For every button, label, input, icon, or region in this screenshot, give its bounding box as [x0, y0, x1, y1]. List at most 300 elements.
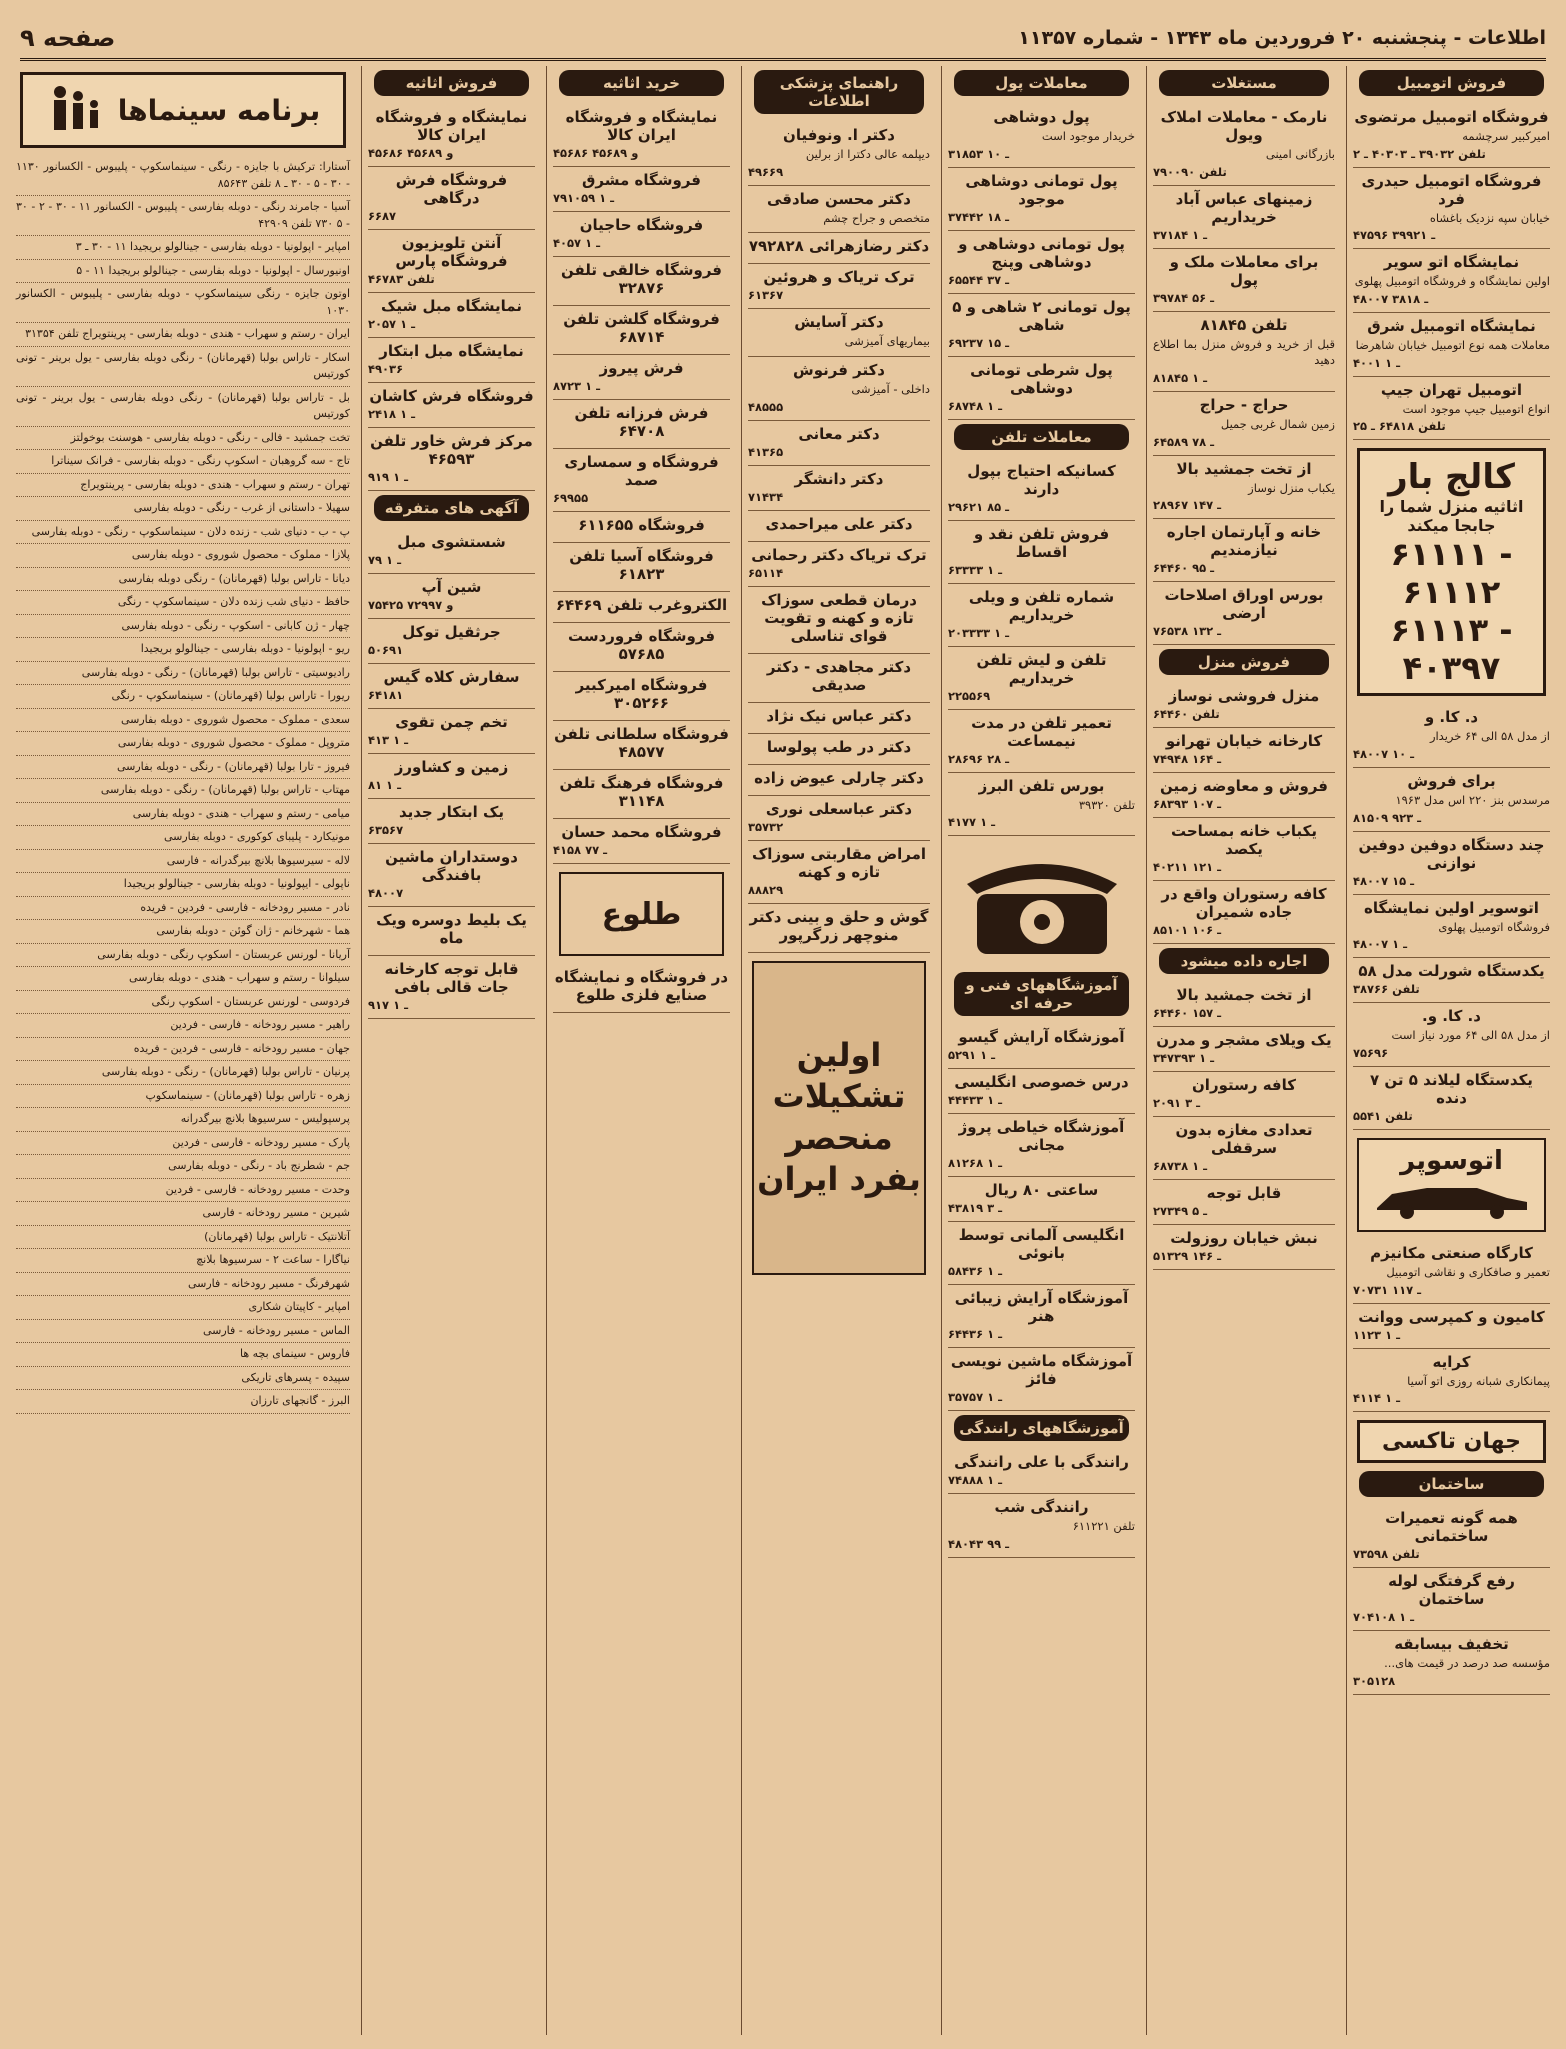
- ad-phone: ۳۱۸۵۳ ـ ۱۰: [948, 146, 1010, 161]
- classified-ad: [368, 167, 535, 230]
- classified-ad: [748, 703, 930, 734]
- cinema-listing: آریانا - لورنس عربستان - اسکوپ رنگی - دوبله بفارسی: [16, 944, 350, 968]
- cinema-listing: امپایر - اپولونیا - دوبله بفارسی - جینالولو بریجیدا ۱۱ - ۳۰ ـ ۳: [16, 236, 350, 260]
- classified-ad: [1353, 1240, 1550, 1304]
- ad-phone: ۴۰۲۱۱ ـ ۱۲۱: [1153, 860, 1222, 875]
- classified-ad: [1153, 186, 1335, 249]
- kaleg-bar-ad: [1357, 448, 1546, 696]
- classified-ad: [748, 511, 930, 542]
- classified-ad: [1353, 1505, 1550, 1568]
- ad-phone: تلفن ۳۸۷۶۶: [1353, 982, 1420, 997]
- ad-title: یک بلیط دوسره ویک ماه: [376, 911, 527, 947]
- classified-ad: [1153, 683, 1335, 728]
- ad-title: پول شرطی تومانی دوشاهی: [970, 360, 1113, 397]
- ad-title: کارگاه صنعتی مکانیزم: [1370, 1244, 1533, 1263]
- ad-phone: ۲۰۵۷ ـ ۱: [368, 317, 416, 331]
- ad-phone: تلفن ۷۹۰۰۹۰: [1153, 164, 1227, 179]
- section-header-vocational: آموزشگاههای فنی و حرفه ای: [954, 972, 1129, 1016]
- classified-ad: [748, 421, 930, 466]
- classified-ad: [1353, 1304, 1550, 1349]
- ad-phone: ۲۸۶۹۶ ـ ۲۸: [948, 751, 1010, 766]
- column-medical: [741, 66, 936, 2035]
- ad-title: ترک تریاک دکتر رحمانی: [751, 545, 927, 564]
- ad-phone: ۶۸۳۹۳ ـ ۱۰۷: [1153, 797, 1222, 812]
- cinema-listing: ریورا - تاراس بولبا (قهرمانان) - سینماسکوپ - رنگی: [16, 685, 350, 709]
- classified-ad: [1353, 168, 1550, 250]
- classified-ad: [1153, 392, 1335, 456]
- ad-text: فروشگاه اتومبیل پهلوی: [1438, 919, 1550, 934]
- cinema-listing: راهیر - مسیر رودخانه - فارسی - فردین: [16, 1014, 350, 1038]
- classified-ad: [553, 512, 730, 543]
- ad-title: دکتر مجاهدی - دکتر صدیقی: [766, 657, 912, 694]
- ad-phone: ۳۴۷۳۹۳ ـ ۱: [1153, 1051, 1215, 1066]
- classified-ad: [553, 449, 730, 512]
- ad-title: فروشگاه امیرکبیر ۳۰۵۲۶۶: [575, 676, 708, 712]
- column-cinema: [10, 66, 356, 2035]
- classified-ad: [948, 1285, 1135, 1348]
- ad-title: تعمیر تلفن در مدت نیمساعت: [971, 713, 1112, 750]
- ad-phone: ۴۹۰۳۶: [368, 362, 404, 376]
- ad-title: نمایشگاه و فروشگاه ایران کالا: [375, 108, 528, 144]
- ad-phone: تلفن ۴۶۷۸۳: [368, 272, 435, 286]
- classified-ad: [748, 357, 930, 421]
- classified-ad: [748, 186, 930, 234]
- classified-ad: [1153, 1180, 1335, 1225]
- column-real-estate: [1146, 66, 1341, 2035]
- ad-text: از مدل ۵۸ الی ۶۴ خریدار: [1429, 729, 1550, 744]
- ad-phone: ۷۶۵۳۸ ـ ۱۳۲: [1153, 624, 1222, 639]
- cinema-listing: رادیوسیتی - تاراس بولبا (قهرمانان) - رنگی - دوبله بفارسی: [16, 662, 350, 686]
- ad-text: خیابان سپه نزدیک باغشاه: [1429, 210, 1550, 225]
- masthead-date: اطلاعات - پنجشنبه ۲۰ فروردین ماه ۱۳۴۳ - شماره ۱۱۳۵۷: [1018, 27, 1546, 49]
- section-header-misc: آگهی های متفرقه: [374, 495, 529, 521]
- ad-title: فروشگاه اتومبیل مرتضوی: [1354, 108, 1549, 126]
- ad-title: درمان قطعی سوزاک تازه و کهنه و تقویت قوای تناسلی: [761, 590, 917, 645]
- classified-ad: [553, 400, 730, 449]
- cinema-listing: حافظ - دنیای شب زنده دلان - سینماسکوپ - رنگی: [16, 591, 350, 615]
- ad-phone: ۵۸۴۳۶ ـ ۱: [948, 1264, 1003, 1279]
- cinema-listing: تاج - سه گروهبان - اسکوپ رنگی - دوبله بفارسی - فرانک سیناترا: [16, 450, 350, 474]
- ad-text: پیمانکاری شبانه روزی اتو آسیا: [1407, 1373, 1550, 1388]
- classified-ad: [368, 293, 535, 338]
- ad-title: کسانیکه احتیاج بپول دارند: [967, 461, 1116, 498]
- family-icon: [46, 82, 106, 138]
- ad-title: تخفیف بیسابقه: [1394, 1635, 1509, 1654]
- cinema-listing: میامی - رستم و سهراب - هندی - دوبله بفارسی: [16, 803, 350, 827]
- classified-ad: [368, 383, 535, 428]
- ad-phone: ۶۶۸۷: [368, 209, 397, 223]
- cinema-listing: الماس - مسیر رودخانه - فارسی: [16, 1320, 350, 1344]
- cinema-listing: جم - شطرنج باد - رنگی - دوبله بفارسی: [16, 1155, 350, 1179]
- classified-ad: [1353, 895, 1550, 959]
- classified-ad: [368, 338, 535, 383]
- ad-title: کارخانه خیابان تهرانو: [1165, 732, 1323, 751]
- ad-phone: ۴۸۰۴۳ ـ ۹۹: [948, 1537, 1010, 1552]
- autosuper-ad: [1357, 1138, 1546, 1232]
- ad-text: تلفن ۶۱۱۲۲۱: [1072, 1519, 1135, 1534]
- ad-title: بورس تلفن البرز: [978, 776, 1105, 795]
- ad-phone: ۴۸۰۰۷ ـ ۱۵: [1353, 873, 1415, 888]
- cinema-listing: فردوسی - لورنس عربستان - اسکوپ رنگی: [16, 991, 350, 1015]
- ad-title: پول دوشاهی: [993, 108, 1090, 126]
- classified-ad: [748, 796, 930, 841]
- ad-title: فروشگاه محمد حسان: [561, 823, 722, 841]
- ad-title: آنتن تلویزیون فروشگاه پارس: [395, 234, 508, 270]
- section-header-car-sales: فروش اتومبیل: [1359, 70, 1544, 96]
- classified-ad: [368, 529, 535, 574]
- classified-ad: [1153, 312, 1335, 392]
- cinema-listing: مهتاب - تاراس بولبا (قهرمانان) - رنگی - دوبله بفارسی: [16, 779, 350, 803]
- classified-ad: [368, 956, 535, 1019]
- telephone-icon: [957, 844, 1127, 964]
- cinema-list: [16, 156, 350, 1414]
- cinema-listing: متروپل - مملوک - محصول شوروی - دوبله بفارسی: [16, 732, 350, 756]
- ad-title: آموزشگاه خیاطی پروژ مجانی: [958, 1118, 1125, 1155]
- column-money-phone: [941, 66, 1141, 2035]
- classified-ad: [553, 623, 730, 672]
- classified-ad: [1153, 1027, 1335, 1072]
- ad-text: داخلی - آمیزشی: [851, 382, 930, 397]
- ad-title: اتوسویر اولین نمایشگاه: [1364, 898, 1539, 917]
- ad-title: فروشگاه خالقی تلفن ۳۲۸۷۶: [561, 261, 722, 297]
- ad-title: دکتر دانشگر: [794, 469, 884, 488]
- ad-title: اتومبیل تهران جیپ: [1380, 380, 1523, 399]
- ad-phone: ۷۰۷۳۱ ـ ۱۱۷: [1353, 1282, 1422, 1297]
- ad-phone: ۳۷۱۸۴ ـ ۱: [1153, 227, 1208, 242]
- ad-title: دکتر محسن صادقی: [766, 189, 911, 208]
- cinema-listing: نادر - مسیر رودخانه - فارسی - فردین - فریده: [16, 897, 350, 921]
- car-icon: [1367, 1176, 1537, 1220]
- ad-phone: ۸۷۲۳ ـ ۱: [553, 379, 601, 393]
- ad-text: مرسدس بنز ۲۲۰ اس مدل ۱۹۶۳: [1395, 793, 1550, 808]
- ad-title: یکدستگاه شورلت مدل ۵۸: [1358, 962, 1545, 981]
- ad-title: شستشوی مبل: [397, 533, 506, 551]
- ad-title: د. کا. و.: [1422, 1007, 1481, 1026]
- classified-ad: [1153, 881, 1335, 944]
- section-header-driving: آموزشگاههای رانندگی: [954, 1415, 1129, 1441]
- cinema-listing: وحدت - مسیر رودخانه - فارسی - فردین: [16, 1179, 350, 1203]
- ad-title: دکتر رضازهرائی ۷۹۲۸۲۸: [748, 237, 930, 256]
- ad-title: بورس اوراق اصلاحات ارضی: [1164, 586, 1324, 623]
- ad-phone: ۶۳۳۳۳ ـ ۱: [948, 562, 1003, 577]
- classified-ad: [368, 574, 535, 619]
- ad-title: فرش پیروز: [599, 359, 684, 377]
- ad-phone: ۴۳۸۱۹ ـ ۳: [948, 1201, 1003, 1216]
- classified-ad: [553, 306, 730, 355]
- cinema-listing: تخت جمشید - فالی - رنگی - دوبله بفارسی - هوسنت بوخولتز: [16, 427, 350, 451]
- classified-ad: [553, 167, 730, 212]
- ad-title: فروشگاه مشرق: [582, 171, 701, 189]
- ad-title: همه گونه تعمیرات ساختمانی: [1385, 1509, 1518, 1546]
- ad-title: گوش و حلق و بینی دکتر منوچهر زرگرپور: [749, 907, 929, 944]
- ad-title: فروشگاه فرش کاشان: [369, 387, 534, 405]
- ad-text: تلفن ۳۹۳۲۰: [1078, 797, 1135, 812]
- classified-ad: [553, 355, 730, 400]
- cinema-listing: فاروس - سینمای بچه ها: [16, 1343, 350, 1367]
- ad-phone: ۸۱۵۰۹ ـ ۹۲۳: [1353, 810, 1422, 825]
- ad-title: پول تومانی ۲ شاهی و ۵ شاهی: [952, 297, 1131, 334]
- ad-title: قابل توجه: [1206, 1184, 1282, 1203]
- ad-phone: ۲۹۶۲۱ ـ ۸۵: [948, 499, 1010, 514]
- classified-ad: [948, 710, 1135, 773]
- jahan-taxi-name: جهان تاکسی: [1381, 1429, 1522, 1455]
- classified-ad: [368, 230, 535, 293]
- ad-phone: ۴۸۰۰۷: [368, 886, 404, 900]
- cinema-listing: ایران - رستم و سهراب - هندی - دوبله بفارسی - پرینتویراج تلفن ۳۱۳۵۴: [16, 323, 350, 347]
- classified-ad: [948, 647, 1135, 710]
- cinema-listing: چهار - ژن کابانی - اسکوپ - رنگی - دوبله بفارسی: [16, 615, 350, 639]
- ad-phone: تلفن ۳۹۰۳۲ ـ ۴۰۳۰۳ ـ ۲: [1353, 146, 1486, 161]
- classified-ad: [948, 1449, 1135, 1494]
- classified-ad: [948, 458, 1135, 521]
- cinema-title: برنامه سینماها: [117, 93, 321, 127]
- cinema-listing: نیاگارا - ساعت ۲ - سرسیوها بلانچ: [16, 1249, 350, 1273]
- classified-ad: [1153, 456, 1335, 520]
- ad-phone: ۲۷۳۴۹ ـ ۵: [1153, 1204, 1208, 1219]
- ad-title: تعدادی مغازه بدون سرقفلی: [1175, 1121, 1313, 1158]
- ad-text: معاملات همه نوع اتومبیل خیابان شاهرضا: [1355, 338, 1550, 353]
- classified-ad: [948, 294, 1135, 357]
- cinema-listing: آتلانتیک - تاراس بولبا (قهرمانان): [16, 1226, 350, 1250]
- ad-title: تلفن ۸۱۸۴۵: [1200, 315, 1288, 334]
- ad-phone: ۴۴۴۳۳ ـ ۱: [948, 1093, 1003, 1108]
- ad-phone: ۷۵۴۲۵ و ۷۲۹۹۷: [368, 598, 454, 612]
- kaleg-bar-subtitle: اثاثیه منزل شما را جابجا میکند: [1379, 497, 1524, 536]
- ad-title: یک ویلای مشجر و مدرن: [1156, 1031, 1332, 1050]
- classified-ad: [553, 964, 730, 1013]
- classified-ad: [748, 841, 930, 904]
- cinema-listing: مونیکارد - پلیبای کوکوری - دوبله بفارسی: [16, 826, 350, 850]
- ad-title: دکتر فرنوش: [793, 361, 885, 380]
- ad-title: زمینهای عباس آباد خریداریم: [1175, 189, 1313, 226]
- classified-ad: [948, 584, 1135, 647]
- ad-title: از تخت جمشید بالا: [1176, 986, 1312, 1005]
- ad-phone: تلفن ۵۵۴۱: [1353, 1109, 1413, 1124]
- classified-ad: [1153, 1072, 1335, 1117]
- ad-title: آموزشگاه آرایش زیبائی هنر: [954, 1289, 1129, 1326]
- classified-ad: [948, 1024, 1135, 1069]
- ad-phone: ۶۳۵۶۷: [368, 823, 404, 837]
- classified-ad: [748, 734, 930, 765]
- section-header-construction: ساختمان: [1359, 1471, 1544, 1497]
- ad-phone: ۴۵۶۸۶ و ۴۵۶۸۹: [368, 146, 454, 160]
- ad-phone: ۴۱۳۶۵: [748, 444, 784, 459]
- cinema-listing: اونیورسال - اپولونیا - دوبله بفارسی - جینالولو بریجیدا ۱۱ - ۵: [16, 260, 350, 284]
- classified-ad: [948, 1114, 1135, 1177]
- classified-ad: [1353, 313, 1550, 377]
- ad-title: نارمک - معاملات املاک ویول: [1160, 108, 1328, 144]
- ad-title: یکباب خانه بمساحت یکصد: [1170, 822, 1318, 859]
- page-number: صفحه ۹: [20, 24, 116, 52]
- classified-ad: [1153, 104, 1335, 186]
- ad-title: زمین و کشاورز: [394, 758, 509, 776]
- classified-ad: [948, 168, 1135, 231]
- ad-phone: ۹۱۹ ـ ۱: [368, 470, 409, 484]
- classified-ad: [553, 592, 730, 623]
- ad-title: ساعتی ۸۰ ریال: [984, 1181, 1099, 1200]
- ad-phone: ۶۱۳۶۷: [748, 288, 784, 303]
- cinema-listing: پرسپولیس - سرسیوها بلانچ بیرگدرانه: [16, 1108, 350, 1132]
- classified-ad: [1353, 1003, 1550, 1067]
- classified-ad: [1153, 982, 1335, 1027]
- ad-text: انواع اتومبیل جیپ موجود است: [1402, 401, 1550, 416]
- ad-title: جرثقیل توکل: [402, 623, 501, 641]
- classified-ad: [948, 1177, 1135, 1222]
- cinema-listing: زهره - تاراس بولبا (قهرمانان) - سینماسکوپ: [16, 1085, 350, 1109]
- ad-title: ترک تریاک و هروئین: [763, 268, 915, 287]
- classified-ad: [948, 104, 1135, 168]
- ad-title: دکتر عباس نیک نژاد: [766, 706, 912, 725]
- ad-title: درس خصوصی انگلیسی: [954, 1073, 1129, 1092]
- ad-phone: ۶۸۷۳۸ ـ ۱: [1153, 1159, 1208, 1174]
- classified-ad: [1353, 377, 1550, 441]
- ad-phone: ۴۱۳ ـ ۱: [368, 733, 409, 747]
- ad-title: کرایه: [1432, 1352, 1471, 1371]
- classified-ad: [368, 844, 535, 907]
- ad-title: فروشگاه فروردست ۵۷۶۸۵: [567, 627, 716, 663]
- classified-ad: [948, 1222, 1135, 1285]
- cinema-listing: آستارا: ترکیش با جایزه - رنگی - سینماسکوپ - پلیبوس - الکسانور ۱۱۳۰ - ۳۰ - ۵ - ۳۰ ـ ۸ تلفن ۸۵۶۴۳: [16, 156, 350, 196]
- ad-phone: ۵۱۳۲۹ ـ ۱۴۶: [1153, 1249, 1222, 1264]
- cinema-listing: پلازا - مملوک - محصول شوروی - دوبله بفارسی: [16, 544, 350, 568]
- classified-ad: [748, 904, 930, 953]
- ad-title: شین آپ: [421, 578, 482, 596]
- ad-title: رانندگی با علی رانندگی: [954, 1453, 1129, 1472]
- ad-title: رانندگی شب: [994, 1498, 1089, 1517]
- ad-text: تعمیر و صافکاری و نقاشی اتومبیل: [1386, 1265, 1550, 1280]
- kaleg-bar-name: کالج بار: [1388, 457, 1515, 498]
- ad-text: امیرکبیر سرچشمه: [1462, 129, 1550, 143]
- classified-ad: [368, 104, 535, 167]
- ad-title: کامیون و کمپرسی ووانت: [1358, 1307, 1545, 1326]
- ad-phone: ۶۵۱۱۴: [748, 565, 784, 580]
- ad-phone: ۴۸۰۰۷ ـ ۱: [1353, 937, 1408, 952]
- section-header-phone: معاملات تلفن: [954, 424, 1129, 450]
- ad-phone: ۷۵۶۹۶: [1353, 1046, 1389, 1061]
- section-header-house-sale: فروش منزل: [1159, 649, 1329, 675]
- cinema-listing: آسیا - جامرند رنگی - دوبله بفارسی - پلیبوس - الکسانور ۱۱ - ۳۰ - ۲ - ۳۰ - ۵ ۷۳۰ تلفن ۴۲۹۰۹: [16, 196, 350, 236]
- classified-ad: [1153, 1225, 1335, 1270]
- ad-text: بازرگانی امینی: [1265, 147, 1335, 161]
- ad-title: نمایشگاه اتو سویر: [1383, 253, 1520, 272]
- autosuper-name: اتوسوپر: [1400, 1146, 1503, 1177]
- cinema-listing: فیروز - تارا بولبا (قهرمانان) - رنگی - دوبله بفارسی: [16, 756, 350, 780]
- cinema-listing: لاله - سیرسیوها بلانچ بیرگدرانه - فارسی: [16, 850, 350, 874]
- classified-ad: [553, 672, 730, 721]
- classified-ad: [368, 907, 535, 956]
- ad-title: از تخت جمشید بالا: [1176, 459, 1312, 478]
- cinema-listing: شهرفرنگ - مسیر رودخانه - فارسی: [16, 1273, 350, 1297]
- ad-title: یک ابتکار جدید: [398, 803, 505, 821]
- cinema-listing: دیانا - تاراس بولبا (قهرمانان) - رنگی دوبله بفارسی: [16, 568, 350, 592]
- ad-title: شماره تلفن و ویلی خریداریم: [968, 587, 1115, 624]
- classified-ad: [1153, 519, 1335, 582]
- cinema-listing: سیلوانا - رستم و سهراب - هندی - دوبله بفارسی: [16, 967, 350, 991]
- ad-phone: ۶۴۴۳۶ ـ ۱: [948, 1327, 1003, 1342]
- ad-phone: ۶۴۵۸۹ ـ ۷۸: [1153, 434, 1215, 449]
- ad-phone: ۶۴۴۶۰ ـ ۱۵۷: [1153, 1006, 1222, 1021]
- ad-phone: ۸۱۲۶۸ ـ ۱: [948, 1156, 1003, 1171]
- ad-phone: ۴۵۶۸۶ و ۴۵۶۸۹: [553, 146, 639, 160]
- ad-title: دکتر آسایش: [794, 313, 884, 332]
- ad-title: فروشگاه ۶۱۱۶۵۵: [578, 516, 705, 534]
- classified-ad: [1353, 958, 1550, 1003]
- ad-title: چند دستگاه دوفین دوفین نوازنی: [1358, 835, 1545, 872]
- cinema-listing: ناپولی - ایپولونیا - دوبله بفارسی - جینالولو بریجیدا: [16, 873, 350, 897]
- classified-ad: [948, 521, 1135, 584]
- ad-text: بیماریهای آمیزشی: [844, 334, 930, 349]
- ad-phone: ۶۹۲۳۷ ـ ۱۵: [948, 335, 1010, 350]
- classified-ad: [1153, 773, 1335, 818]
- ad-phone: ۳۵۷۵۷ ـ ۱: [948, 1390, 1003, 1405]
- classified-ad: [1353, 104, 1550, 168]
- classified-ad: [553, 770, 730, 819]
- ad-text: از مدل ۵۸ الی ۶۴ مورد نیاز است: [1391, 1028, 1550, 1043]
- ad-title: نمایشگاه مبل ابتکار: [379, 342, 524, 360]
- section-header-furniture-buy: خرید اثاثیه: [559, 70, 724, 96]
- section-header-furniture-sale: فروش اثاثیه: [374, 70, 529, 96]
- cinema-listing: بل - تاراس بولبا (قهرمانان) - رنگی دوبله بفارسی - یول برینر - تونی کورتیس: [16, 387, 350, 427]
- classified-ad: [748, 309, 930, 357]
- classified-ad: [1353, 832, 1550, 895]
- ad-title: فروشگاه سلطانی تلفن ۴۸۵۷۷: [554, 725, 729, 761]
- ad-title: نمایشگاه اتومبیل شرق: [1367, 317, 1536, 336]
- classified-ad: [368, 619, 535, 664]
- ad-title: حراج - حراج: [1199, 396, 1289, 415]
- classified-ad: [1353, 1067, 1550, 1130]
- ad-text: متخصص و جراح چشم: [823, 210, 930, 225]
- ad-phone: ۷۱۴۳۴: [748, 489, 784, 504]
- classified-ad: [1153, 582, 1335, 645]
- ad-title: تلفن و لیش تلفن خریداریم: [976, 650, 1107, 687]
- ad-title: دکتر ا. ونوفیان: [783, 126, 895, 144]
- classified-ad: [748, 466, 930, 511]
- classified-ad: [368, 754, 535, 799]
- ad-title: یکدستگاه لیلاند ۵ تن ۷ دنده: [1370, 1071, 1533, 1108]
- section-header-medical: راهنمای پزشکی اطلاعات: [754, 70, 924, 114]
- classified-ad: [1353, 704, 1550, 768]
- ad-phone: ۳۰۵۱۲۸: [1353, 1674, 1396, 1689]
- ad-phone: ۶۹۹۵۵: [553, 491, 589, 505]
- section-header-money: معاملات پول: [954, 70, 1129, 96]
- masthead: [20, 18, 1546, 61]
- cinema-listing: پارک - مسیر رودخانه - فارسی - فردین: [16, 1132, 350, 1156]
- ad-title: نمایشگاه مبل شیک: [381, 297, 522, 315]
- ad-phone: ۵۰۶۹۱: [368, 643, 404, 657]
- ad-phone: ۲۰۹۱ ـ ۳: [1153, 1096, 1201, 1111]
- column-furniture-buy: [546, 66, 736, 2035]
- ad-title: دکتر در طب پولوسا: [766, 737, 912, 756]
- ad-text: یکباب منزل نوساز: [1248, 480, 1335, 495]
- ad-phone: ۷۴۸۸۸ ـ ۱: [948, 1473, 1003, 1488]
- cinema-listing: ریو - اپولونیا - دوبله بفارسی - جینالولو بریجیدا: [16, 638, 350, 662]
- classified-ad: [1153, 728, 1335, 773]
- ad-title: خانه و آپارتمان اجاره نیازمندیم: [1166, 523, 1322, 560]
- ad-title: فروشگاه آسیا تلفن ۶۱۸۲۳: [569, 547, 714, 583]
- classified-ad: [748, 587, 930, 654]
- ad-phone: ۴۱۱۴ ـ ۱: [1353, 1391, 1401, 1406]
- ad-text: زمین شمال غربی جمیل: [1220, 417, 1335, 432]
- cinema-listing: پ - ب - دنیای شب - زنده دلان - سینماسکوپ - رنگی - دوبله بفارسی: [16, 521, 350, 545]
- ad-phone: ۴۸۵۵۵: [748, 399, 784, 414]
- ad-title: فروش تلفن نقد و اقساط: [973, 524, 1110, 561]
- ad-title: برای فروش: [1407, 772, 1496, 791]
- classified-ad: [748, 654, 930, 703]
- classified-ad: [553, 212, 730, 257]
- classified-ad: [553, 721, 730, 770]
- classified-ad: [948, 1348, 1135, 1411]
- classified-ad: [368, 664, 535, 709]
